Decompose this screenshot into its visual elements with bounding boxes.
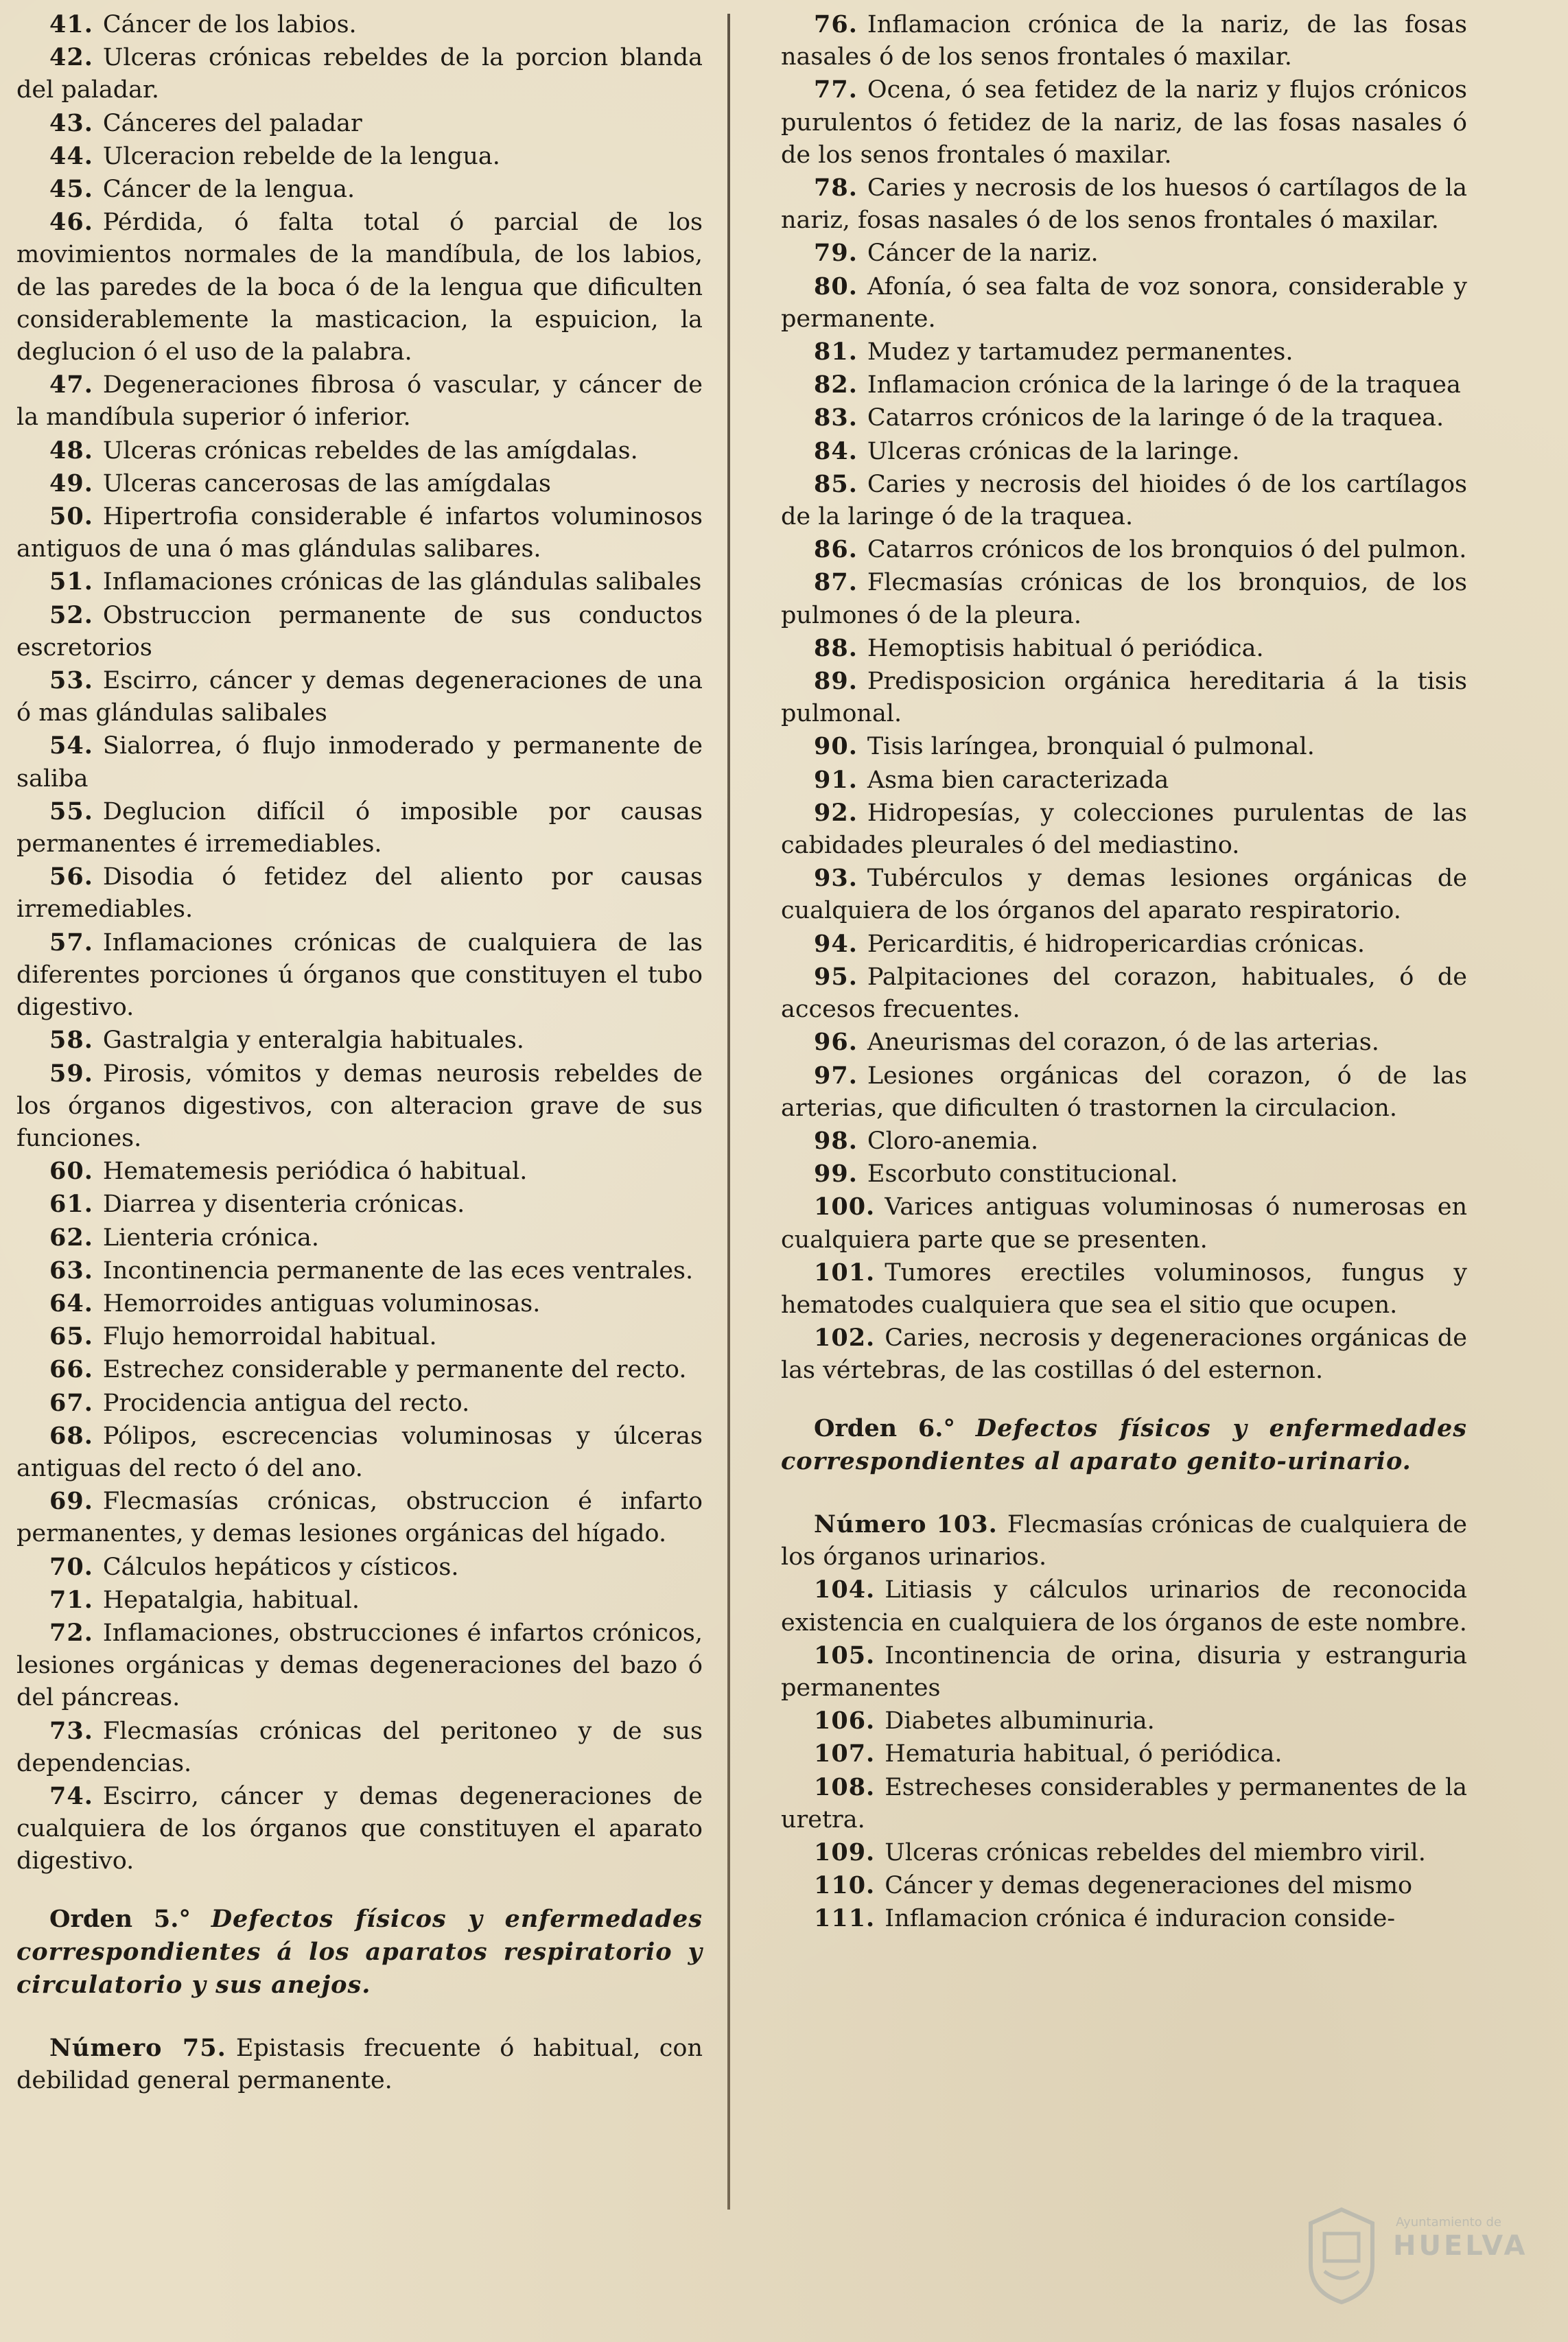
- list-item: [781, 961, 1467, 1026]
- section-title: Defectos físicos y enfermedades correspondientes al aparato genito-urinario.: [781, 1414, 1467, 1475]
- item-number: 94.: [814, 929, 858, 958]
- list-item: [16, 107, 703, 140]
- item-text: Cáncer de los labios.: [102, 11, 357, 38]
- item-text: Aneurismas del corazon, ó de las arterias.: [867, 1029, 1379, 1057]
- list-item: [781, 468, 1467, 533]
- list-item: [781, 862, 1467, 927]
- item-text: Hipertrofia considerable é infartos voluminosos antiguos de una ó mas glándulas salibares.: [16, 503, 703, 563]
- item-text: Cáncer de la lengua.: [102, 176, 355, 204]
- item-text: Lesiones orgánicas del corazon, ó de las arterias, que dificulten ó trastornen la circulacion.: [781, 1062, 1467, 1122]
- item-text: Pericarditis, é hidropericardias crónicas.: [867, 930, 1366, 958]
- item-number: 93.: [814, 864, 858, 893]
- item-number: 63.: [49, 1256, 93, 1285]
- item-text: Inflamaciones, obstrucciones é infartos crónicos, lesiones orgánicas y demas degeneraciones del bazo ó del páncreas.: [16, 1619, 703, 1712]
- list-item: [781, 1508, 1467, 1573]
- item-number: 65.: [49, 1322, 93, 1351]
- right-column: [781, 8, 1467, 1936]
- item-number: 82.: [814, 371, 858, 399]
- list-item: [16, 500, 703, 565]
- item-number: 70.: [49, 1552, 93, 1581]
- list-item: [781, 1573, 1467, 1639]
- item-number: 71.: [49, 1585, 93, 1614]
- item-text: Cáncer y demas degeneraciones del mismo: [885, 1872, 1413, 1900]
- list-item: [16, 1287, 703, 1320]
- list-item: [781, 665, 1467, 730]
- list-item: [781, 1191, 1467, 1256]
- item-number: 109.: [814, 1838, 876, 1866]
- item-text: Incontinencia permanente de las eces ventrales.: [102, 1256, 694, 1285]
- item-number: 105.: [814, 1641, 876, 1670]
- list-item: [16, 1024, 703, 1057]
- list-item: [781, 270, 1467, 336]
- item-text: Escorbuto constitucional.: [867, 1160, 1178, 1188]
- item-text: Inflamaciones crónicas de las glándulas salibales: [102, 568, 702, 596]
- item-number: 44.: [49, 141, 93, 170]
- list-item: [16, 434, 703, 467]
- item-number: 98.: [814, 1126, 858, 1155]
- item-text: Pérdida, ó falta total ó parcial de los movimientos normales de la mandíbula, de los labios, de las paredes de la boca ó de la lengua que dificulten considerablemente la masticacion, la espuicion, la deglucion ó el uso de la palabra.: [16, 209, 703, 366]
- item-text: Sialorrea, ó flujo inmoderado y permanente de saliba: [16, 732, 703, 793]
- item-number: 69.: [49, 1487, 93, 1516]
- list-item: [781, 368, 1467, 401]
- item-number: Número 75.: [49, 2034, 226, 2063]
- item-number: 62.: [49, 1223, 93, 1252]
- list-item: [781, 797, 1467, 862]
- item-number: 43.: [49, 108, 93, 137]
- list-item: [16, 206, 703, 368]
- item-text: Catarros crónicos de la laringe ó de la traquea.: [867, 404, 1444, 432]
- item-text: Ulceras crónicas rebeldes de las amígdalas.: [102, 436, 638, 465]
- list-item: [781, 401, 1467, 434]
- list-item: [16, 1485, 703, 1550]
- item-text: Tisis laríngea, bronquial ó pulmonal.: [867, 733, 1315, 761]
- item-number: 74.: [49, 1781, 93, 1810]
- item-number: 61.: [49, 1190, 93, 1219]
- list-item: [781, 1639, 1467, 1705]
- item-text: Flujo hemorroidal habitual.: [102, 1323, 437, 1351]
- item-number: 66.: [49, 1355, 93, 1384]
- list-item: [781, 435, 1467, 468]
- list-item: [16, 926, 703, 1024]
- section-label: Orden 6.°: [814, 1414, 955, 1442]
- list-item: [781, 1902, 1467, 1935]
- item-text: Tumores erectiles voluminosos, fungus y hematodes cualquiera que sea el sitio que ocupen.: [781, 1258, 1467, 1319]
- section-title: Defectos físicos y enfermedades correspondientes á los aparatos respiratorio y circulatorio y sus anejos.: [16, 1904, 703, 1999]
- watermark-subtitle: Ayuntamiento de: [1396, 2215, 1501, 2229]
- left-column: [16, 8, 703, 2098]
- item-text: Ulceracion rebelde de la lengua.: [102, 142, 500, 170]
- watermark: [1304, 2203, 1544, 2319]
- item-text: Caries, necrosis y degeneraciones orgánicas de las vértebras, de las costillas ó del esternon.: [781, 1324, 1467, 1385]
- item-number: 64.: [49, 1289, 93, 1318]
- city-seal-icon: [1304, 2203, 1379, 2306]
- item-number: 67.: [49, 1388, 93, 1417]
- item-text: Caries y necrosis de los huesos ó cartílagos de la nariz, fosas nasales ó de los senos frontales ó maxilar.: [781, 174, 1467, 235]
- item-text: Hemorroides antiguas voluminosas.: [102, 1289, 541, 1318]
- item-number: 47.: [49, 371, 93, 399]
- item-number: 104.: [814, 1576, 876, 1604]
- item-number: 72.: [49, 1618, 93, 1647]
- item-text: Catarros crónicos de los bronquios ó del pulmon.: [867, 536, 1467, 564]
- list-item: [781, 1125, 1467, 1158]
- item-number: 77.: [814, 75, 858, 104]
- right-entries-list: [781, 8, 1467, 1387]
- item-number: 79.: [814, 239, 858, 268]
- item-number: 80.: [814, 272, 858, 301]
- item-text: Diabetes albuminuria.: [885, 1707, 1155, 1735]
- list-item: [781, 566, 1467, 631]
- item-number: 45.: [49, 175, 93, 204]
- item-number: 76.: [814, 10, 858, 38]
- list-item: [781, 237, 1467, 270]
- list-item: [781, 533, 1467, 566]
- item-text: Tubérculos y demas lesiones orgánicas de cualquiera de los órganos del aparato respiratorio.: [781, 865, 1467, 925]
- item-text: Hematemesis periódica ó habitual.: [102, 1158, 528, 1186]
- list-item: [16, 1551, 703, 1584]
- item-text: Incontinencia de orina, disuria y estranguria permanentes: [781, 1641, 1467, 1702]
- item-number: 78.: [814, 174, 858, 202]
- list-item: [781, 1737, 1467, 1770]
- list-item: [16, 1584, 703, 1617]
- item-text: Pirosis, vómitos y demas neurosis rebeldes de los órganos digestivos, con alteracion grave de sus funciones.: [16, 1059, 703, 1152]
- list-item: [16, 860, 703, 926]
- section-heading-orden-5: [16, 1903, 703, 2002]
- item-text: Mudez y tartamudez permanentes.: [867, 338, 1294, 366]
- item-text: Estrecheses considerables y permanentes de la uretra.: [781, 1773, 1467, 1834]
- list-item: [16, 664, 703, 729]
- item-number: 88.: [814, 633, 858, 662]
- item-number: 57.: [49, 928, 93, 957]
- item-text: Pólipos, escrecencias voluminosas y úlceras antiguas del recto ó del ano.: [16, 1422, 703, 1482]
- item-number: 101.: [814, 1258, 876, 1287]
- list-item: [16, 1780, 703, 1878]
- item-text: Cáncer de la nariz.: [867, 239, 1099, 268]
- item-text: Hidropesías, y colecciones purulentas de las cabidades pleurales ó del mediastino.: [781, 799, 1467, 860]
- item-number: 91.: [814, 765, 858, 794]
- item-text: Cálculos hepáticos y císticos.: [102, 1553, 459, 1581]
- list-item: [781, 1059, 1467, 1125]
- section-heading-orden-6: [781, 1412, 1467, 1478]
- item-text: Inflamacion crónica de la laringe ó de la traquea: [867, 371, 1461, 399]
- section-label: Orden 5.°: [49, 1904, 191, 1933]
- list-item: [16, 2032, 703, 2097]
- item-text: Caries y necrosis del hioides ó de los cartílagos de la laringe ó de la traquea.: [781, 470, 1467, 531]
- item-number: 86.: [814, 535, 858, 564]
- item-text: Inflamacion crónica é induracion conside-: [885, 1905, 1396, 1933]
- item-text: Varices antiguas voluminosas ó numerosas en cualquiera parte que se presenten.: [781, 1193, 1467, 1254]
- item-number: 41.: [49, 10, 93, 38]
- item-number: 46.: [49, 208, 93, 237]
- item-text: Estrechez considerable y permanente del recto.: [102, 1356, 687, 1384]
- item-text: Ulceras crónicas de la laringe.: [867, 437, 1240, 465]
- item-text: Hemoptisis habitual ó periódica.: [867, 634, 1264, 662]
- spacer: [781, 1485, 1467, 1508]
- item-number: 49.: [49, 469, 93, 497]
- item-number: 73.: [49, 1716, 93, 1745]
- item-text: Inflamaciones crónicas de cualquiera de las diferentes porciones ú órganos que constituyen el tubo digestivo.: [16, 928, 703, 1022]
- list-item: [781, 1158, 1467, 1191]
- item-text: Lienteria crónica.: [102, 1223, 320, 1252]
- item-number: 60.: [49, 1157, 93, 1186]
- item-text: Flecmasías crónicas de los bronquios, de los pulmones ó de la pleura.: [781, 569, 1467, 629]
- item-number: 107.: [814, 1740, 876, 1768]
- watermark-text: HUELVA: [1393, 2230, 1528, 2262]
- item-text: Litiasis y cálculos urinarios de reconocida existencia en cualquiera de los órganos de este nombre.: [781, 1576, 1467, 1637]
- item-number: 97.: [814, 1061, 858, 1090]
- list-item: [781, 764, 1467, 797]
- item-text: Flecmasías crónicas de cualquiera de los órganos urinarios.: [781, 1510, 1467, 1571]
- item-text: Afonía, ó sea falta de voz sonora, considerable y permanente.: [781, 272, 1467, 333]
- item-text: Disodia ó fetidez del aliento por causas irremediables.: [16, 863, 703, 924]
- list-item: [16, 467, 703, 500]
- item-text: Escirro, cáncer y demas degeneraciones de una ó mas glándulas salibales: [16, 667, 703, 727]
- item-text: Ulceras cancerosas de las amígdalas: [102, 469, 551, 497]
- left-entries-list: [16, 8, 703, 1878]
- item-text: Inflamacion crónica de la nariz, de las fosas nasales ó de los senos frontales ó maxilar.: [781, 11, 1467, 71]
- item-number: 84.: [814, 436, 858, 465]
- list-item: [781, 1869, 1467, 1902]
- item-text: Degeneraciones fibrosa ó vascular, y cáncer de la mandíbula superior ó inferior.: [16, 371, 703, 432]
- item-number: 50.: [49, 502, 93, 531]
- list-item: [781, 336, 1467, 368]
- list-item: [781, 730, 1467, 763]
- item-number: 111.: [814, 1904, 876, 1933]
- item-number: 89.: [814, 667, 858, 696]
- item-number: 81.: [814, 338, 858, 366]
- list-item: [16, 1254, 703, 1287]
- item-number: 52.: [49, 600, 93, 629]
- item-text: Ulceras crónicas rebeldes del miembro viril.: [885, 1838, 1426, 1866]
- item-text: Flecmasías crónicas del peritoneo y de sus dependencias.: [16, 1717, 703, 1777]
- item-number: 68.: [49, 1421, 93, 1450]
- item-number: 90.: [814, 732, 858, 761]
- item-text: Ulceras crónicas rebeldes de la porcion blanda del paladar.: [16, 44, 703, 104]
- list-item: [16, 1387, 703, 1420]
- item-text: Procidencia antigua del recto.: [102, 1389, 470, 1417]
- item-number: 95.: [814, 962, 858, 991]
- list-item: [781, 1705, 1467, 1737]
- item-number: 58.: [49, 1026, 93, 1055]
- item-text: Palpitaciones del corazon, habituales, ó de accesos frecuentes.: [781, 963, 1467, 1024]
- item-number: 110.: [814, 1871, 876, 1900]
- item-number: 106.: [814, 1707, 876, 1735]
- list-item: [16, 41, 703, 106]
- item-number: 42.: [49, 43, 93, 72]
- list-item: [781, 1771, 1467, 1836]
- item-number: 56.: [49, 863, 93, 891]
- right-after-section-list: [781, 1508, 1467, 1936]
- item-text: Deglucion difícil ó imposible por causas permanentes é irremediables.: [16, 797, 703, 858]
- list-item: [781, 1836, 1467, 1869]
- item-number: 59.: [49, 1059, 93, 1088]
- list-item: [16, 1320, 703, 1353]
- list-item: [16, 565, 703, 598]
- item-number: 102.: [814, 1324, 876, 1352]
- list-item: [16, 599, 703, 664]
- item-text: Ocena, ó sea fetidez de la nariz y flujos crónicos purulentos ó fetidez de la nariz, de las fosas nasales ó de los senos frontales ó maxilar.: [781, 76, 1467, 169]
- list-item: [16, 1188, 703, 1221]
- item-number: 54.: [49, 731, 93, 760]
- item-text: Diarrea y disenteria crónicas.: [102, 1191, 465, 1219]
- list-item: [16, 729, 703, 795]
- list-item: [16, 1221, 703, 1254]
- item-text: Hepatalgia, habitual.: [102, 1586, 360, 1614]
- list-item: [781, 1026, 1467, 1059]
- item-text: Obstruccion permanente de sus conductos escretorios: [16, 601, 703, 661]
- list-item: [16, 1715, 703, 1780]
- item-number: 92.: [814, 798, 858, 827]
- item-number: Número 103.: [814, 1510, 998, 1538]
- item-text: Asma bien caracterizada: [867, 766, 1169, 794]
- left-after-section-list: [16, 2032, 703, 2097]
- item-number: 85.: [814, 469, 858, 498]
- column-divider: [727, 14, 730, 2210]
- item-number: 99.: [814, 1160, 858, 1188]
- list-item: [16, 8, 703, 41]
- item-text: Epistasis frecuente ó habitual, con debilidad general permanente.: [16, 2035, 703, 2095]
- item-number: 108.: [814, 1772, 876, 1801]
- item-number: 96.: [814, 1028, 858, 1057]
- list-item: [16, 368, 703, 434]
- item-text: Escirro, cáncer y demas degeneraciones de cualquiera de los órganos que constituyen el aparato digestivo.: [16, 1782, 703, 1875]
- list-item: [16, 1057, 703, 1156]
- list-item: [781, 73, 1467, 172]
- item-number: 55.: [49, 797, 93, 825]
- list-item: [16, 140, 703, 173]
- item-number: 51.: [49, 567, 93, 596]
- list-item: [781, 632, 1467, 665]
- spacer: [16, 2009, 703, 2032]
- list-item: [781, 1322, 1467, 1387]
- list-item: [781, 172, 1467, 237]
- item-number: 87.: [814, 568, 858, 597]
- list-item: [16, 1420, 703, 1485]
- item-text: Cánceres del paladar: [102, 109, 362, 137]
- item-number: 53.: [49, 666, 93, 695]
- list-item: [16, 795, 703, 860]
- list-item: [16, 173, 703, 206]
- list-item: [781, 8, 1467, 73]
- list-item: [16, 1155, 703, 1188]
- item-number: 83.: [814, 403, 858, 432]
- item-text: Flecmasías crónicas, obstruccion é infarto permanentes, y demas lesiones orgánicas del hígado.: [16, 1488, 703, 1548]
- list-item: [781, 1256, 1467, 1322]
- list-item: [16, 1617, 703, 1715]
- item-text: Cloro-anemia.: [867, 1127, 1039, 1155]
- list-item: [16, 1353, 703, 1386]
- list-item: [781, 928, 1467, 961]
- item-number: 100.: [814, 1193, 876, 1221]
- item-text: Gastralgia y enteralgia habituales.: [102, 1027, 524, 1055]
- item-text: Predisposicion orgánica hereditaria á la tisis pulmonal.: [781, 668, 1467, 728]
- item-text: Hematuria habitual, ó periódica.: [885, 1740, 1283, 1768]
- item-number: 48.: [49, 436, 93, 465]
